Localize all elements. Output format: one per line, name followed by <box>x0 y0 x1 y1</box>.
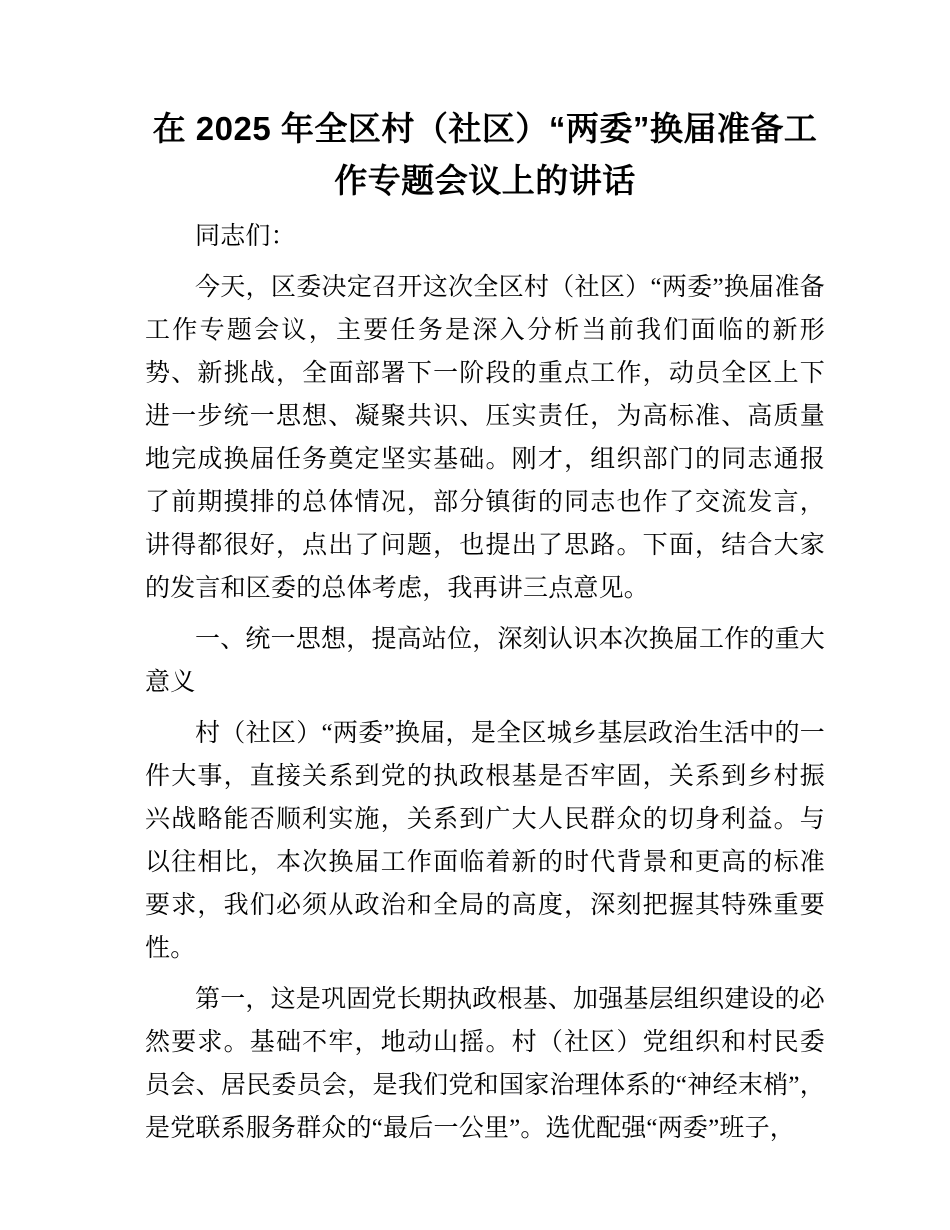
section-heading-1: 一、统一思想，提高站位，深刻认识本次换届工作的重大意义 <box>145 626 826 696</box>
document-title: 在 2025 年全区村（社区）“两委”换届准备工作专题会议上的讲话 <box>152 110 818 199</box>
paragraph-intro: 今天，区委决定召开这次全区村（社区）“两委”换届准备工作专题会议，主要任务是深入分析当前我们面临的新形势、新挑战，全面部署下一阶段的重点工作，动员全区上下进一步统一思想、凝聚共识、压实责任，为高标准、高质量地完成换届任务奠定坚实基础。刚才，组织部门的同志通报了前期摸排的总体情况，部分镇街的同志也作了交流发言，讲得都很好，点出了问题，也提出了思路。下面，结合大家的发言和区委的总体考虑，我再讲三点意见。 <box>145 274 825 602</box>
salutation: 同志们： <box>195 223 296 250</box>
paragraph-first-point: 第一，这是巩固党长期执政根基、加强基层组织建设的必然要求。基础不牢，地动山摇。村（社区）党组织和村民委员会、居民委员会，是我们党和国家治理体系的“神经末梢”，是党联系服务群众的“最后一公里”。选优配强“两委”班子， <box>145 986 826 1142</box>
paragraph-significance: 村（社区）“两委”换届，是全区城乡基层政治生活中的一件大事，直接关系到党的执政根基是否牢固，关系到乡村振兴战略能否顺利实施，关系到广大人民群众的切身利益。与以往相比，本次换届工作面临着新的时代背景和更高的标准要求，我们必须从政治和全局的高度，深刻把握其特殊重要性。 <box>145 720 825 962</box>
